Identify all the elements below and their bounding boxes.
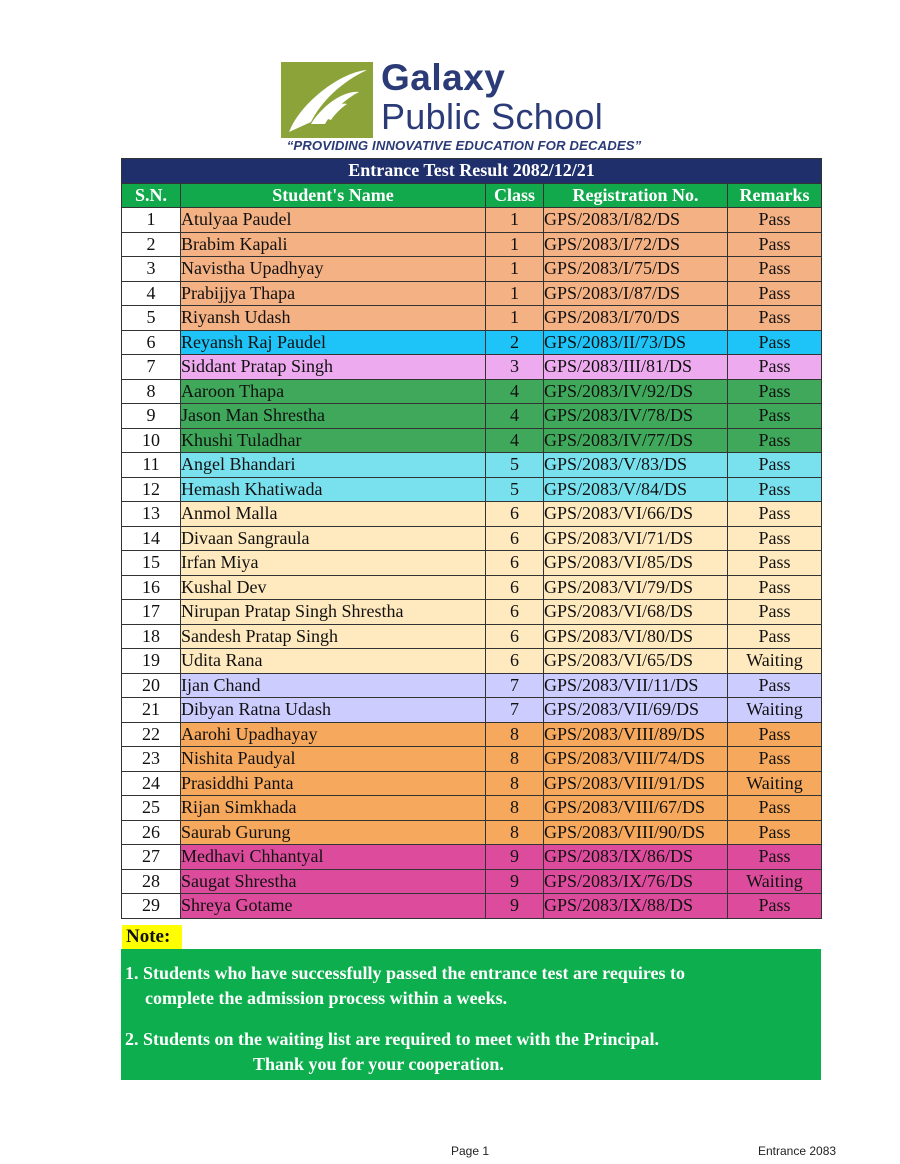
row-sn: 1: [122, 208, 181, 233]
row-registration-no: GPS/2083/IV/77/DS: [544, 428, 728, 453]
row-student-name: Nirupan Pratap Singh Shrestha: [181, 600, 486, 625]
row-registration-no: GPS/2083/VIII/89/DS: [544, 722, 728, 747]
row-student-name: Prabijjya Thapa: [181, 281, 486, 306]
row-student-name: Medhavi Chhantyal: [181, 845, 486, 870]
row-student-name: Aaroon Thapa: [181, 379, 486, 404]
row-remarks: Pass: [728, 722, 822, 747]
row-class: 6: [486, 526, 544, 551]
table-row: [122, 379, 822, 404]
row-sn: 26: [122, 820, 181, 845]
school-name-line1: Galaxy: [381, 57, 506, 98]
row-remarks: Pass: [728, 330, 822, 355]
table-row: [122, 502, 822, 527]
row-remarks: Pass: [728, 257, 822, 282]
row-sn: 19: [122, 649, 181, 674]
row-class: 6: [486, 600, 544, 625]
row-sn: 29: [122, 894, 181, 919]
row-student-name: Riyansh Udash: [181, 306, 486, 331]
row-remarks: Pass: [728, 845, 822, 870]
row-registration-no: GPS/2083/VI/71/DS: [544, 526, 728, 551]
row-student-name: Kushal Dev: [181, 575, 486, 600]
row-student-name: Irfan Miya: [181, 551, 486, 576]
table-row: [122, 624, 822, 649]
table-row: [122, 477, 822, 502]
row-registration-no: GPS/2083/VIII/91/DS: [544, 771, 728, 796]
row-student-name: Sandesh Pratap Singh: [181, 624, 486, 649]
row-remarks: Pass: [728, 894, 822, 919]
note-label: Note:: [122, 925, 182, 949]
header-sn: S.N.: [122, 183, 181, 208]
row-class: 6: [486, 624, 544, 649]
table-row: [122, 894, 822, 919]
row-class: 8: [486, 771, 544, 796]
row-class: 8: [486, 747, 544, 772]
row-class: 5: [486, 453, 544, 478]
row-remarks: Pass: [728, 379, 822, 404]
table-row: [122, 673, 822, 698]
row-student-name: Shreya Gotame: [181, 894, 486, 919]
row-class: 7: [486, 673, 544, 698]
row-sn: 7: [122, 355, 181, 380]
header-registration: Registration No.: [544, 183, 728, 208]
table-row: [122, 404, 822, 429]
table-row: [122, 330, 822, 355]
row-sn: 15: [122, 551, 181, 576]
table-row: [122, 232, 822, 257]
row-registration-no: GPS/2083/VI/85/DS: [544, 551, 728, 576]
row-class: 8: [486, 820, 544, 845]
row-student-name: Prasiddhi Panta: [181, 771, 486, 796]
note-item-1: 1. Students who have successfully passed the entrance test are requires to: [125, 963, 685, 983]
table-row: [122, 355, 822, 380]
row-student-name: Udita Rana: [181, 649, 486, 674]
header-remarks: Remarks: [728, 183, 822, 208]
table-row: [122, 306, 822, 331]
row-sn: 24: [122, 771, 181, 796]
table-row: [122, 820, 822, 845]
note-item-2: 2. Students on the waiting list are required to meet with the Principal.: [125, 1029, 659, 1049]
row-registration-no: GPS/2083/IX/86/DS: [544, 845, 728, 870]
row-sn: 21: [122, 698, 181, 723]
row-sn: 14: [122, 526, 181, 551]
row-sn: 11: [122, 453, 181, 478]
row-registration-no: GPS/2083/VIII/90/DS: [544, 820, 728, 845]
row-registration-no: GPS/2083/VI/79/DS: [544, 575, 728, 600]
table-row: [122, 526, 822, 551]
row-remarks: Pass: [728, 747, 822, 772]
row-remarks: Pass: [728, 820, 822, 845]
row-student-name: Aarohi Upadhayay: [181, 722, 486, 747]
row-class: 9: [486, 894, 544, 919]
row-registration-no: GPS/2083/I/75/DS: [544, 257, 728, 282]
row-student-name: Atulyaa Paudel: [181, 208, 486, 233]
table-header-row: [122, 183, 822, 208]
results-table: [121, 158, 822, 919]
row-class: 1: [486, 306, 544, 331]
row-student-name: Reyansh Raj Paudel: [181, 330, 486, 355]
row-registration-no: GPS/2083/II/73/DS: [544, 330, 728, 355]
row-registration-no: GPS/2083/VIII/74/DS: [544, 747, 728, 772]
row-sn: 25: [122, 796, 181, 821]
row-registration-no: GPS/2083/I/70/DS: [544, 306, 728, 331]
row-remarks: Pass: [728, 600, 822, 625]
row-class: 4: [486, 379, 544, 404]
row-registration-no: GPS/2083/VI/80/DS: [544, 624, 728, 649]
row-remarks: Pass: [728, 526, 822, 551]
table-title-row: [122, 159, 822, 184]
row-remarks: Waiting: [728, 698, 822, 723]
row-registration-no: GPS/2083/VI/65/DS: [544, 649, 728, 674]
school-logo: [279, 58, 649, 156]
note-box: [121, 949, 821, 1080]
row-remarks: Pass: [728, 208, 822, 233]
header-class: Class: [486, 183, 544, 208]
row-sn: 9: [122, 404, 181, 429]
row-registration-no: GPS/2083/VII/69/DS: [544, 698, 728, 723]
row-student-name: Siddant Pratap Singh: [181, 355, 486, 380]
row-student-name: Ijan Chand: [181, 673, 486, 698]
row-registration-no: GPS/2083/VI/68/DS: [544, 600, 728, 625]
row-remarks: Pass: [728, 355, 822, 380]
row-class: 6: [486, 649, 544, 674]
row-student-name: Divaan Sangraula: [181, 526, 486, 551]
row-remarks: Pass: [728, 404, 822, 429]
row-sn: 18: [122, 624, 181, 649]
row-registration-no: GPS/2083/IX/88/DS: [544, 894, 728, 919]
table-row: [122, 869, 822, 894]
table-row: [122, 747, 822, 772]
row-class: 6: [486, 551, 544, 576]
row-sn: 27: [122, 845, 181, 870]
table-row: [122, 722, 822, 747]
row-registration-no: GPS/2083/III/81/DS: [544, 355, 728, 380]
row-class: 2: [486, 330, 544, 355]
row-class: 5: [486, 477, 544, 502]
row-student-name: Brabim Kapali: [181, 232, 486, 257]
row-registration-no: GPS/2083/V/84/DS: [544, 477, 728, 502]
row-sn: 23: [122, 747, 181, 772]
row-sn: 5: [122, 306, 181, 331]
table-row: [122, 649, 822, 674]
row-remarks: Pass: [728, 796, 822, 821]
note-item-1-continued: complete the admission process within a weeks.: [145, 988, 508, 1008]
table-row: [122, 698, 822, 723]
row-student-name: Saurab Gurung: [181, 820, 486, 845]
row-registration-no: GPS/2083/I/82/DS: [544, 208, 728, 233]
row-remarks: Waiting: [728, 771, 822, 796]
note-thanks: Thank you for your cooperation.: [253, 1054, 504, 1074]
row-class: 8: [486, 722, 544, 747]
row-student-name: Saugat Shrestha: [181, 869, 486, 894]
row-registration-no: GPS/2083/I/72/DS: [544, 232, 728, 257]
row-registration-no: GPS/2083/I/87/DS: [544, 281, 728, 306]
row-class: 1: [486, 281, 544, 306]
footer-page-number: Page 1: [451, 1144, 490, 1158]
table-row: [122, 428, 822, 453]
table-row: [122, 281, 822, 306]
footer-document-label: Entrance 2083: [758, 1144, 837, 1158]
table-row: [122, 453, 822, 478]
table-title: Entrance Test Result 2082/12/21: [122, 159, 822, 184]
table-row: [122, 575, 822, 600]
row-student-name: Rijan Simkhada: [181, 796, 486, 821]
row-class: 4: [486, 404, 544, 429]
row-sn: 2: [122, 232, 181, 257]
row-sn: 28: [122, 869, 181, 894]
row-student-name: Jason Man Shrestha: [181, 404, 486, 429]
row-registration-no: GPS/2083/IX/76/DS: [544, 869, 728, 894]
table-body: [122, 208, 822, 919]
table-row: [122, 208, 822, 233]
row-student-name: Angel Bhandari: [181, 453, 486, 478]
school-tagline: “PROVIDING INNOVATIVE EDUCATION FOR DECADES”: [286, 138, 642, 153]
row-remarks: Pass: [728, 624, 822, 649]
table-row: [122, 600, 822, 625]
row-sn: 10: [122, 428, 181, 453]
row-sn: 3: [122, 257, 181, 282]
row-class: 4: [486, 428, 544, 453]
row-class: 6: [486, 575, 544, 600]
row-registration-no: GPS/2083/VIII/67/DS: [544, 796, 728, 821]
row-sn: 16: [122, 575, 181, 600]
row-student-name: Khushi Tuladhar: [181, 428, 486, 453]
row-student-name: Hemash Khatiwada: [181, 477, 486, 502]
row-sn: 8: [122, 379, 181, 404]
row-remarks: Pass: [728, 306, 822, 331]
row-sn: 4: [122, 281, 181, 306]
row-remarks: Pass: [728, 281, 822, 306]
row-student-name: Anmol Malla: [181, 502, 486, 527]
row-registration-no: GPS/2083/IV/78/DS: [544, 404, 728, 429]
row-remarks: Pass: [728, 575, 822, 600]
school-name-line2: Public School: [381, 96, 604, 137]
row-class: 1: [486, 208, 544, 233]
row-registration-no: GPS/2083/VII/11/DS: [544, 673, 728, 698]
table-row: [122, 551, 822, 576]
row-student-name: Nishita Paudyal: [181, 747, 486, 772]
row-remarks: Waiting: [728, 649, 822, 674]
row-remarks: Waiting: [728, 869, 822, 894]
row-remarks: Pass: [728, 551, 822, 576]
row-sn: 22: [122, 722, 181, 747]
swirl-logo-icon: [281, 62, 373, 138]
row-class: 8: [486, 796, 544, 821]
row-remarks: Pass: [728, 502, 822, 527]
row-student-name: Dibyan Ratna Udash: [181, 698, 486, 723]
row-sn: 12: [122, 477, 181, 502]
table-row: [122, 257, 822, 282]
row-sn: 6: [122, 330, 181, 355]
row-sn: 13: [122, 502, 181, 527]
row-remarks: Pass: [728, 232, 822, 257]
row-sn: 17: [122, 600, 181, 625]
table-row: [122, 845, 822, 870]
row-student-name: Navistha Upadhyay: [181, 257, 486, 282]
header-name: Student's Name: [181, 183, 486, 208]
row-registration-no: GPS/2083/IV/92/DS: [544, 379, 728, 404]
table-row: [122, 771, 822, 796]
row-class: 3: [486, 355, 544, 380]
row-registration-no: GPS/2083/VI/66/DS: [544, 502, 728, 527]
row-class: 7: [486, 698, 544, 723]
row-class: 6: [486, 502, 544, 527]
row-remarks: Pass: [728, 428, 822, 453]
row-class: 1: [486, 257, 544, 282]
row-remarks: Pass: [728, 477, 822, 502]
row-remarks: Pass: [728, 453, 822, 478]
row-sn: 20: [122, 673, 181, 698]
row-class: 9: [486, 869, 544, 894]
row-remarks: Pass: [728, 673, 822, 698]
row-class: 9: [486, 845, 544, 870]
table-row: [122, 796, 822, 821]
row-class: 1: [486, 232, 544, 257]
row-registration-no: GPS/2083/V/83/DS: [544, 453, 728, 478]
